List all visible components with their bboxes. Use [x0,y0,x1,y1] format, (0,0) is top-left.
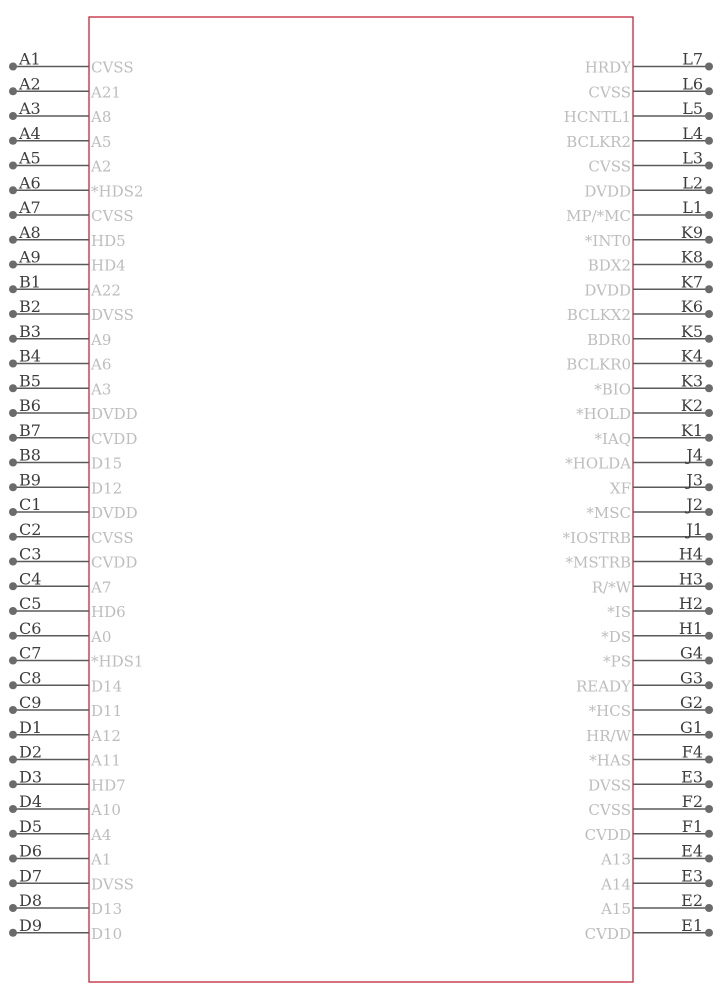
pin-end-dot [9,335,17,343]
pin-signal-name: A11 [91,751,121,770]
pin-signal-name: CVDD [584,825,631,844]
pin-end-dot [705,830,713,838]
pin-signal-name: A7 [91,578,112,597]
pin-end-dot [9,285,17,293]
right-pin-e4 [600,842,713,869]
pin-signal-name: HD7 [91,776,126,795]
right-pin-l1 [566,198,713,225]
pin-number-label: K1 [680,420,703,440]
pin-end-dot [9,632,17,640]
pin-signal-name: A4 [91,825,112,844]
right-pin-e1 [585,916,713,943]
pin-number-label: L1 [682,198,703,217]
pin-end-dot [9,681,17,689]
pin-number-label: A7 [19,198,41,217]
right-pin-k8 [588,248,713,275]
pin-signal-name: A3 [91,380,112,399]
pin-end-dot [705,533,713,541]
pin-signal-name: CVSS [91,58,134,77]
left-pin-a5 [9,149,111,176]
pin-number-label: C4 [19,569,42,589]
pin-signal-name: *HAS [589,751,631,770]
pin-end-dot [9,855,17,863]
pin-end-dot [705,508,713,516]
pin-signal-name: A9 [91,330,112,349]
pin-signal-name: BCLKX2 [566,306,631,324]
pin-signal-name: *HDS1 [91,652,144,671]
right-pin-g3 [576,668,713,695]
pin-number-label: H3 [678,569,703,589]
pin-number-label: E2 [681,891,703,910]
pin-end-dot [705,582,713,590]
right-pin-g1 [586,718,713,745]
pin-number-label: K3 [680,371,703,391]
pin-signal-name: CVSS [91,528,134,547]
pin-number-label: F2 [681,792,703,811]
pin-number-label: D8 [19,891,43,910]
pin-end-dot [9,508,17,516]
pin-number-label: G1 [680,717,703,737]
pin-number-label: B5 [19,371,41,391]
pin-signal-name: *INT0 [584,231,631,250]
pin-end-dot [9,360,17,368]
pin-end-dot [9,929,17,937]
right-pin-k2 [576,396,713,423]
pin-signal-name: HD6 [91,603,126,621]
pin-signal-name: BCLKR2 [566,132,631,151]
pin-number-label: C3 [19,544,42,564]
pin-end-dot [705,632,713,640]
left-pin-d9 [9,916,122,943]
pin-end-dot [9,87,17,95]
pin-end-dot [705,261,713,269]
pin-signal-name: *PS [603,652,631,671]
pin-end-dot [9,409,17,417]
pin-end-dot [9,236,17,244]
pin-signal-name: DVSS [91,875,134,894]
pin-signal-name: DVDD [584,281,631,300]
pin-number-label: E3 [681,866,703,886]
pin-end-dot [705,211,713,219]
left-pin-d3 [9,767,126,794]
pin-end-dot [705,63,713,71]
left-pin-d2 [9,743,121,770]
pin-number-label: D3 [19,767,43,787]
pin-number-label: E1 [681,915,703,935]
pin-number-label: D5 [19,816,43,836]
pin-end-dot [9,582,17,590]
right-pin-l6 [588,74,713,101]
pin-signal-name: *MSTRB [565,553,631,572]
pin-end-dot [705,681,713,689]
right-pin-j4 [565,446,713,473]
pin-number-label: J4 [686,445,703,465]
pin-signal-name: HCNTL1 [563,108,631,126]
left-pin-column [9,50,143,943]
right-pin-l5 [564,99,713,126]
pin-number-label: B6 [19,396,41,415]
left-pin-a9 [9,248,126,275]
pin-signal-name: *HCS [588,702,631,720]
right-pin-l3 [588,149,713,176]
pin-number-label: K9 [680,222,703,242]
pin-signal-name: DVSS [588,776,631,795]
right-pin-k7 [584,272,713,299]
pin-end-dot [705,360,713,368]
pin-end-dot [705,731,713,739]
pin-number-label: B3 [19,321,41,341]
left-pin-c2 [9,520,134,547]
pin-signal-name: MP/*MC [566,207,631,225]
right-pin-e3 [600,866,713,893]
pin-end-dot [9,879,17,887]
pin-signal-name: A5 [91,132,112,151]
pin-end-dot [9,780,17,788]
pin-end-dot [9,483,17,491]
pin-number-label: A1 [19,49,41,69]
pin-signal-name: D11 [91,702,123,720]
pin-number-label: K4 [680,346,703,366]
right-pin-e2 [600,891,713,918]
pin-end-dot [9,459,17,467]
pin-end-dot [705,904,713,912]
pin-end-dot [9,607,17,615]
pin-end-dot [705,434,713,442]
left-pin-c4 [9,569,111,596]
pin-number-label: F4 [681,742,703,762]
pin-end-dot [705,855,713,863]
pin-end-dot [705,483,713,491]
pin-end-dot [705,607,713,615]
pin-number-label: J3 [686,470,703,490]
left-pin-c6 [9,619,111,646]
right-pin-g2 [589,693,713,720]
right-pin-f1 [585,817,713,844]
right-pin-k3 [594,371,713,398]
pin-end-dot [705,657,713,665]
pin-end-dot [9,805,17,813]
pin-number-label: A2 [19,74,41,94]
right-pin-h2 [607,594,713,621]
pin-end-dot [9,830,17,838]
pin-number-label: C6 [19,618,42,638]
pin-number-label: C5 [19,594,42,613]
pin-signal-name: *HOLDA [565,454,631,473]
pin-number-label: G2 [680,693,703,712]
pin-end-dot [705,335,713,343]
left-pin-b6 [9,396,138,423]
pin-end-dot [9,384,17,392]
pin-number-label: K6 [680,297,703,316]
pin-number-label: L5 [682,99,703,118]
left-pin-b9 [9,470,122,497]
pin-number-label: D9 [19,915,43,935]
pin-number-label: A4 [19,123,41,143]
left-pin-b7 [9,421,137,448]
pin-number-label: C2 [19,519,42,539]
pin-end-dot [9,731,17,739]
pin-number-label: A6 [19,173,41,193]
pin-number-label: H1 [678,618,703,638]
pin-end-dot [9,706,17,714]
pin-number-label: A8 [19,222,41,242]
pin-signal-name: *MSC [586,504,631,522]
left-pin-a3 [9,99,111,126]
pin-number-label: D7 [19,866,43,886]
left-pin-d6 [9,842,111,869]
pin-number-label: B7 [19,420,41,440]
pin-number-label: D6 [19,841,43,861]
pin-number-label: F1 [681,816,703,836]
pin-number-label: B8 [19,445,41,465]
pin-end-dot [9,112,17,120]
pin-number-label: K8 [680,247,703,267]
pin-signal-name: DVDD [91,405,138,423]
pin-end-dot [705,186,713,194]
pin-end-dot [9,211,17,219]
right-pin-g4 [603,644,713,671]
pin-number-label: D4 [19,792,43,811]
pin-number-label: K2 [680,396,703,415]
pin-signal-name: DVSS [91,306,134,324]
pin-end-dot [705,112,713,120]
pin-end-dot [9,162,17,170]
pin-number-label: C1 [19,495,42,514]
pin-end-dot [9,558,17,566]
pin-number-label: L3 [682,148,703,168]
left-pin-d5 [9,817,111,844]
pin-signal-name: *DS [601,627,631,646]
pin-signal-name: XF [609,479,631,498]
pin-number-label: K5 [680,321,703,341]
pin-end-dot [9,186,17,194]
pin-signal-name: A0 [91,627,112,646]
right-pin-f2 [588,792,713,819]
pin-signal-name: D10 [91,924,123,943]
right-pin-h4 [566,545,713,572]
pin-end-dot [705,558,713,566]
pin-number-label: B1 [19,272,41,292]
pin-number-label: E3 [681,767,703,787]
pin-signal-name: A8 [91,108,112,126]
left-pin-a8 [9,223,126,250]
pin-signal-name: BDX2 [587,256,631,275]
left-pin-c7 [9,644,143,671]
pin-signal-name: *IOSTRB [562,528,631,547]
left-pin-c5 [9,594,126,621]
left-pin-c9 [9,693,122,720]
pin-number-label: C8 [19,668,42,688]
pin-signal-name: A13 [601,850,631,869]
right-pin-l7 [585,50,713,77]
pin-end-dot [9,137,17,145]
pin-number-label: C9 [19,693,42,712]
pin-signal-name: *HDS2 [91,182,144,201]
pin-end-dot [705,459,713,467]
pin-end-dot [705,780,713,788]
left-pin-b2 [9,297,134,324]
pin-end-dot [9,310,17,318]
pin-end-dot [9,533,17,541]
pin-number-label: D2 [19,742,43,762]
right-pin-e3 [588,767,713,794]
pin-signal-name: A22 [91,281,121,300]
pin-number-label: J1 [686,519,703,539]
pin-number-label: L6 [682,74,703,94]
pin-signal-name: A21 [91,83,121,102]
pin-signal-name: *BIO [594,380,631,399]
pin-signal-name: CVSS [588,801,631,819]
left-pin-d1 [9,718,121,745]
pin-number-label: B9 [19,470,41,490]
pin-signal-name: D15 [91,454,123,473]
right-pin-l2 [584,173,713,200]
pin-signal-name: A15 [601,900,631,918]
right-pin-j3 [610,470,713,497]
right-pin-column [563,50,713,943]
right-pin-j2 [586,495,713,522]
pin-signal-name: D14 [91,677,123,696]
pin-number-label: A3 [19,99,41,118]
pin-signal-name: R/*W [591,578,631,597]
pin-signal-name: READY [575,677,631,696]
pin-signal-name: DVDD [91,504,138,522]
left-pin-d7 [9,866,134,893]
pin-end-dot [9,904,17,912]
pin-signal-name: A14 [601,875,631,894]
pin-number-label: L2 [682,173,703,193]
pin-signal-name: HD4 [91,256,126,275]
right-pin-f4 [589,743,713,770]
pin-end-dot [705,929,713,937]
pin-signal-name: A1 [91,850,112,869]
right-pin-k5 [587,322,713,349]
pin-end-dot [705,384,713,392]
left-pin-b1 [9,272,121,299]
pin-signal-name: A12 [91,726,121,745]
pin-signal-name: *IAQ [594,429,631,448]
right-pin-h3 [592,569,713,596]
pin-signal-name: HRDY [584,58,631,77]
left-pin-c3 [9,545,137,572]
pin-number-label: H4 [678,544,703,564]
pin-signal-name: HR/W [586,726,631,745]
pin-signal-name: CVDD [91,429,138,448]
pin-signal-name: *HOLD [576,405,631,423]
left-pin-c8 [9,668,122,695]
pin-end-dot [705,706,713,714]
pin-end-dot [705,285,713,293]
pin-signal-name: BDR0 [587,330,631,349]
pin-end-dot [705,409,713,417]
pin-number-label: D1 [19,717,43,737]
pin-number-label: B4 [19,346,41,366]
pin-number-label: H2 [678,594,703,613]
pin-number-label: G3 [680,668,703,688]
right-pin-h1 [601,619,713,646]
pin-signal-name: CVDD [584,924,631,943]
pin-end-dot [705,137,713,145]
left-pin-a1 [9,50,134,77]
pin-signal-name: D12 [91,479,123,498]
pin-number-label: C7 [19,643,42,663]
pin-signal-name: A10 [91,801,121,819]
right-pin-j1 [563,520,713,547]
pin-number-label: L7 [682,49,703,69]
right-pin-k6 [567,297,713,324]
pin-number-label: J2 [686,495,703,514]
pin-end-dot [705,756,713,764]
pin-signal-name: CVSS [91,207,134,225]
pin-number-label: A9 [19,247,41,267]
left-pin-a2 [9,74,121,101]
right-pin-k9 [585,223,713,250]
pin-signal-name: D13 [91,900,123,918]
pin-number-label: G4 [680,643,703,663]
pin-number-label: B2 [19,297,41,316]
left-pin-b5 [9,371,111,398]
pin-end-dot [705,87,713,95]
right-pin-l4 [566,124,713,151]
pin-end-dot [9,434,17,442]
ic-body-outline [89,17,633,982]
left-pin-a7 [9,198,134,225]
pin-number-label: L4 [682,123,703,143]
pin-end-dot [705,310,713,318]
pin-signal-name: CVDD [91,553,138,572]
pin-number-label: E4 [681,841,703,861]
right-pin-k4 [566,347,713,374]
pin-end-dot [9,756,17,764]
pin-signal-name: BCLKR0 [566,355,631,374]
pin-signal-name: A6 [91,355,112,374]
left-pin-a4 [9,124,111,151]
left-pin-d4 [9,792,121,819]
left-pin-b8 [9,446,122,473]
pin-end-dot [705,236,713,244]
pin-number-label: K7 [680,272,703,292]
pin-end-dot [9,261,17,269]
right-pin-k1 [594,421,713,448]
pin-signal-name: CVSS [588,157,631,176]
pin-signal-name: *IS [607,603,631,621]
pin-end-dot [705,162,713,170]
pin-signal-name: A2 [91,157,112,176]
left-pin-c1 [9,495,138,522]
left-pin-a6 [9,173,143,200]
left-pin-b3 [9,322,111,349]
pin-end-dot [705,805,713,813]
pin-signal-name: HD5 [91,231,126,250]
pin-number-label: A5 [19,148,41,168]
pin-end-dot [9,657,17,665]
pin-end-dot [705,879,713,887]
pin-end-dot [9,63,17,71]
left-pin-d8 [9,891,122,918]
pin-signal-name: DVDD [584,182,631,201]
pin-signal-name: CVSS [588,83,631,102]
left-pin-b4 [9,347,111,374]
